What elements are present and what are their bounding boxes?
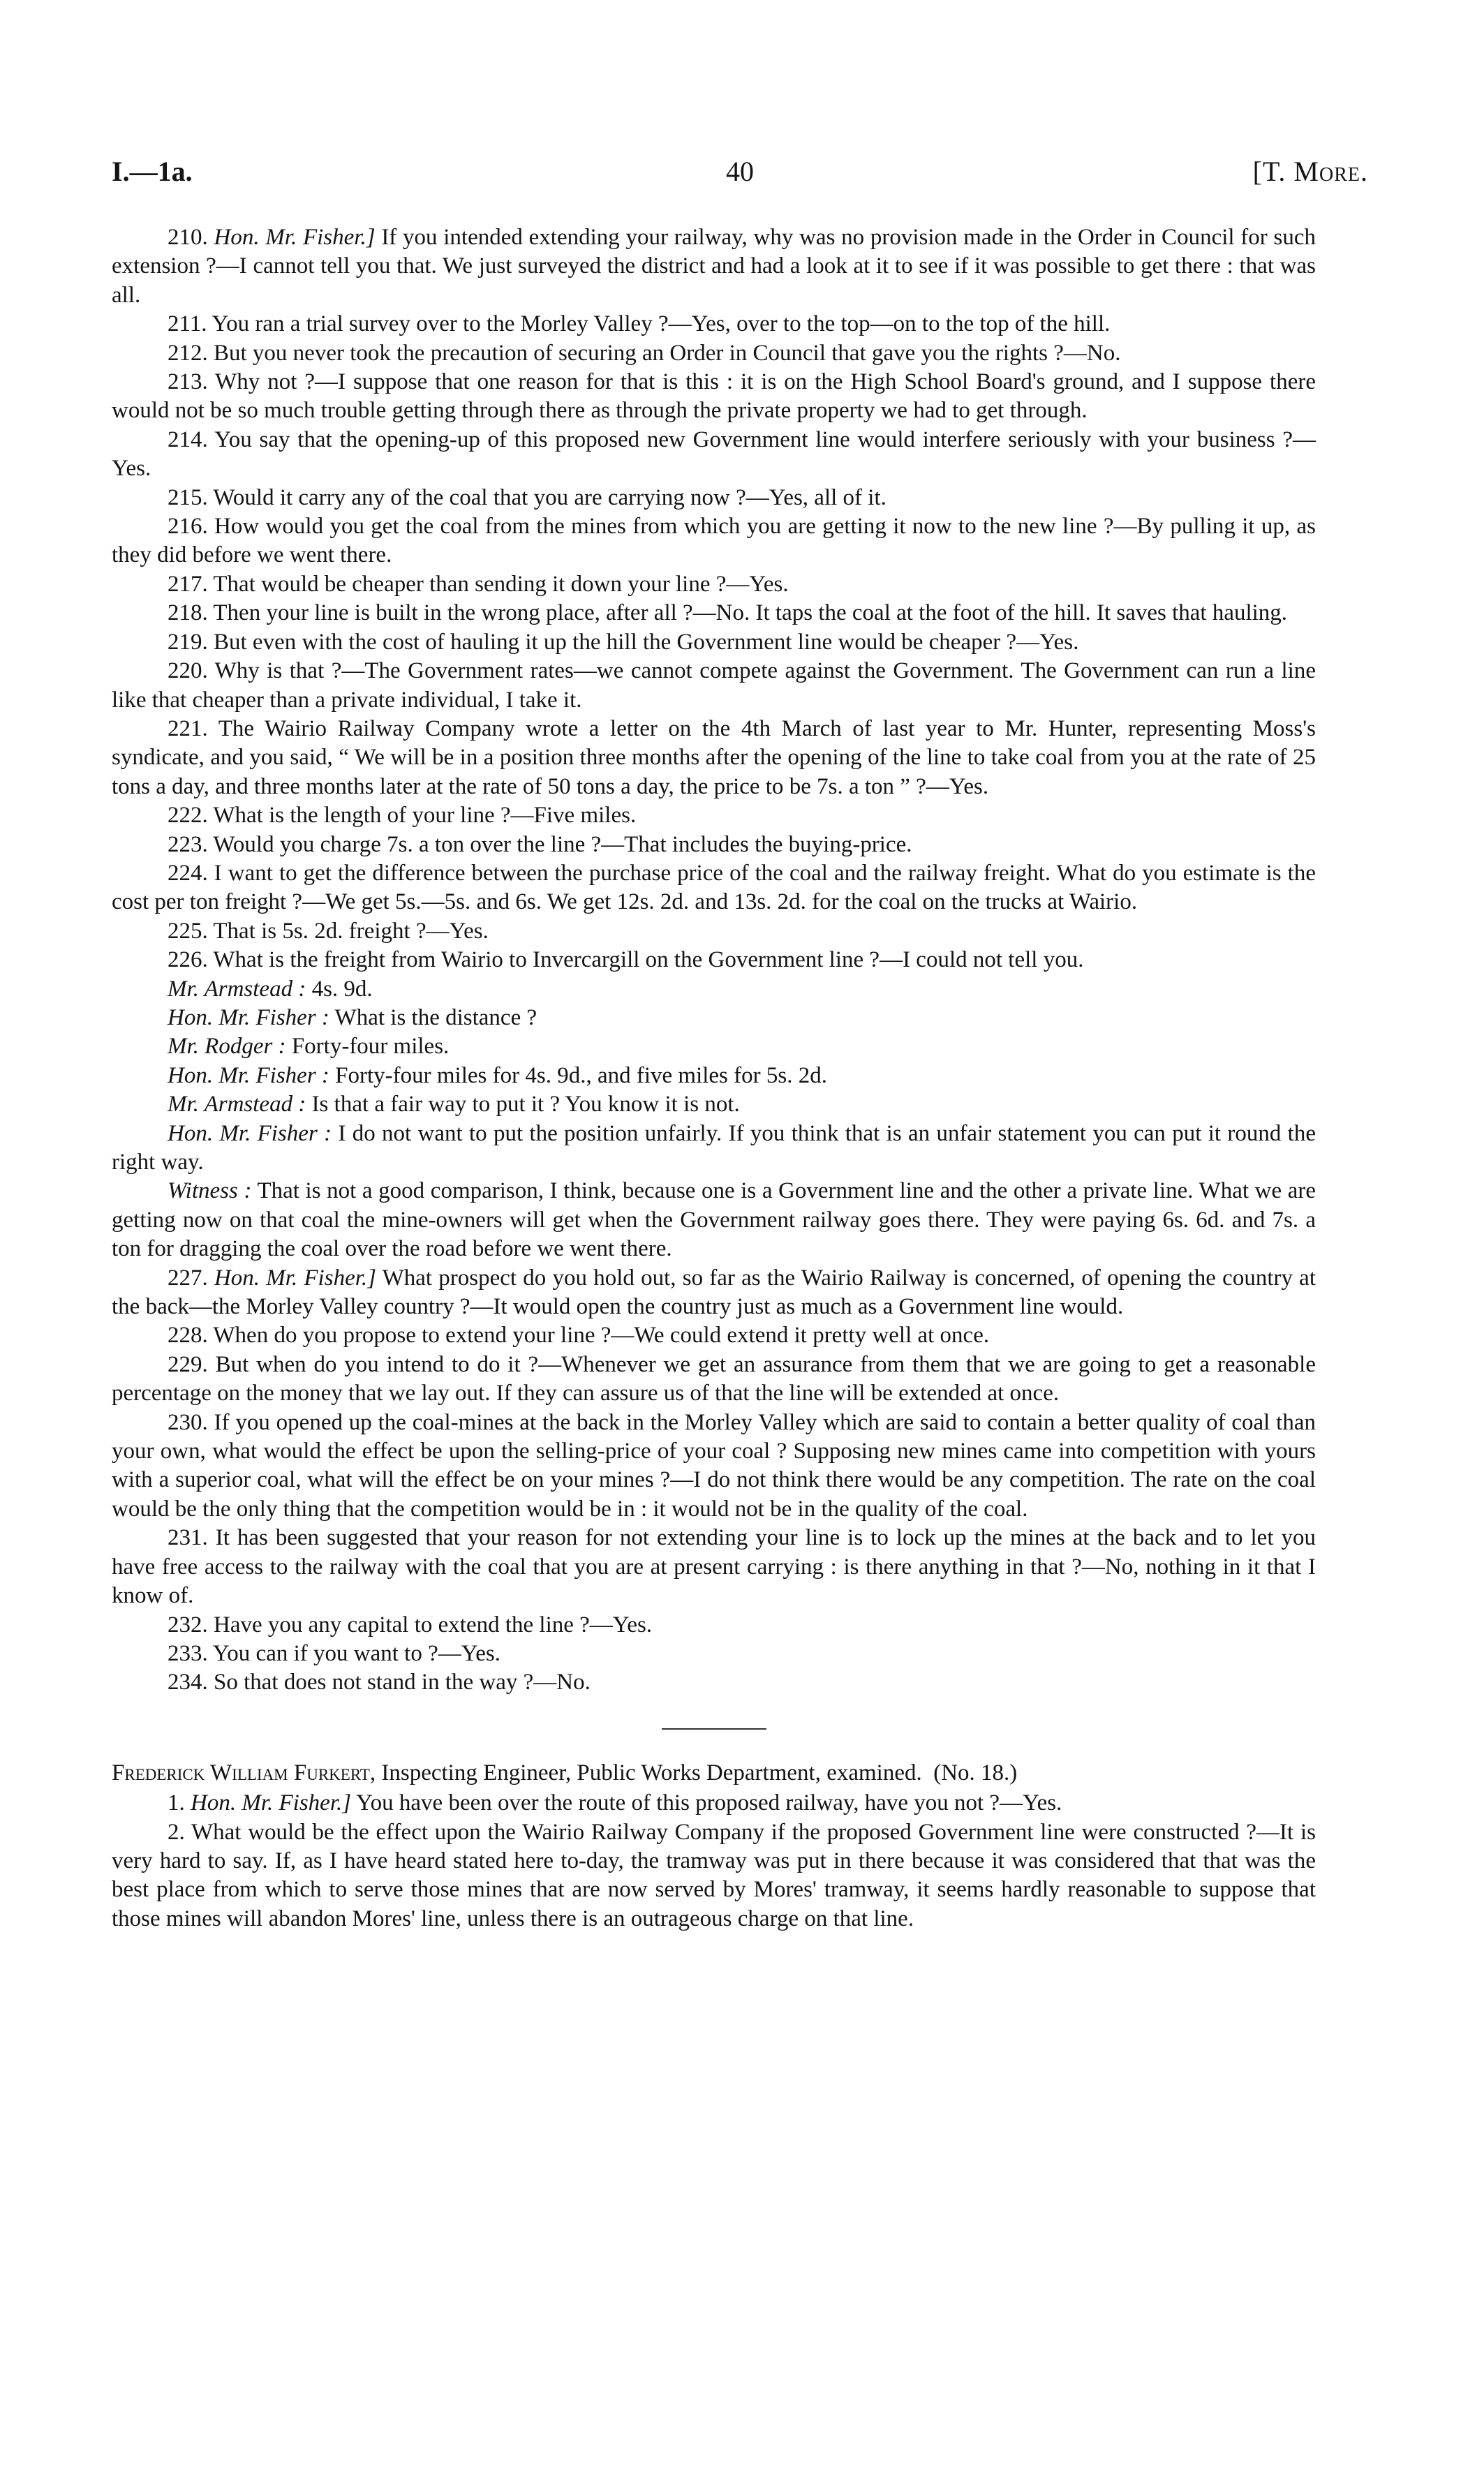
paragraph-text: 4s. 9d. — [306, 976, 373, 1002]
paragraph — [112, 975, 1316, 1004]
paragraph-text: 217. That would be cheaper than sending it down your line ?—Yes. — [168, 571, 789, 597]
exhibit-number: (No. 18.) — [933, 1760, 1018, 1785]
paragraph-text: 211. You ran a trial survey over to the Morley Valley ?—Yes, over to the top—on to the top of the hill. — [168, 311, 1111, 337]
examination-heading — [112, 1759, 1316, 1788]
testimony-section-2 — [112, 1789, 1316, 1933]
paragraph — [112, 484, 1316, 512]
speaker-name: Hon. Mr. Fisher : — [168, 1062, 329, 1088]
paragraph — [112, 1264, 1316, 1322]
paragraph-text: 219. But even with the cost of hauling it up the hill the Government line would be cheaper ?—Yes. — [168, 629, 1079, 655]
speaker-name: Hon. Mr. Fisher : — [168, 1004, 329, 1030]
paragraph-text: 220. Why is that ?—The Government rates—we cannot compete against the Government. The Government can run a line like that cheaper than a private individual, I take it. — [112, 658, 1316, 713]
paragraph-text: 215. Would it carry any of the coal that you are carrying now ?—Yes, all of it. — [168, 484, 886, 510]
witness-name: Frederick William Furkert — [112, 1760, 370, 1785]
page-header — [112, 155, 1368, 197]
paragraph-text: Forty-four miles for 4s. 9d., and five miles for 5s. 2d. — [329, 1062, 827, 1088]
paragraph-text: 216. How would you get the coal from the mines from which you are getting it now to the new line ?—By pulling it up, as they did before we went there. — [112, 514, 1316, 568]
paragraph — [112, 1090, 1316, 1119]
paragraph — [112, 512, 1316, 570]
paragraph — [112, 1789, 1316, 1818]
paragraph — [112, 1409, 1316, 1524]
speaker-name: Mr. Rodger : — [168, 1034, 286, 1060]
paragraph — [112, 831, 1316, 859]
paragraph-text: I do not want to put the position unfairly. If you think that is an unfair statement you can put it round the right way. — [112, 1120, 1316, 1175]
paragraph-text: What prospect do you hold out, so far as the Wairio Railway is concerned, of opening the country at the back—the Morley Valley country ?—It would open the country just as much as a Government line would. — [112, 1265, 1316, 1320]
paragraph-text: 218. Then your line is built in the wrong place, after all ?—No. It taps the coal at the foot of the hill. It saves that hauling. — [168, 600, 1288, 626]
paragraph — [112, 657, 1316, 715]
paragraph — [112, 1062, 1316, 1090]
paragraph-text: 233. You can if you want to ?—Yes. — [168, 1640, 500, 1666]
question-number: 210. — [168, 225, 214, 250]
paragraph — [112, 1611, 1316, 1640]
speaker-name: Witness : — [168, 1178, 252, 1204]
paragraph-text: What is the distance ? — [329, 1004, 537, 1030]
paragraph — [112, 339, 1316, 368]
paper-reference: I.—1a. — [112, 156, 193, 187]
paragraph-text: 214. You say that the opening-up of this proposed new Government line would interfere seriously with your business ?—Yes. — [112, 426, 1316, 482]
paragraph — [112, 1668, 1316, 1697]
page-number: 40 — [726, 156, 754, 187]
paragraph-text: 232. Have you any capital to extend the line ?—Yes. — [168, 1612, 653, 1637]
speaker-name: Hon. Mr. Fisher : — [168, 1120, 332, 1146]
paragraph — [112, 426, 1316, 484]
speaker-name: Mr. Armstead : — [168, 976, 306, 1002]
paragraph — [112, 1004, 1316, 1032]
paragraph-text: 222. What is the length of your line ?—Five miles. — [168, 803, 637, 829]
paragraph — [112, 1351, 1316, 1409]
paragraph — [112, 946, 1316, 974]
paragraph — [112, 628, 1316, 657]
paragraph — [112, 859, 1316, 917]
paragraph-text: That is not a good comparison, I think, because one is a Government line and the other a private line. What we are getting now on that coal the mine-owners will get when the Government railway goes there. They were paying 6s. 6d. and 7s. a ton for dragging the coal over the road before we went there. — [112, 1178, 1316, 1262]
paragraph-text: Forty-four miles. — [285, 1034, 450, 1060]
paragraph-text: You have been over the route of this proposed railway, have you not ?—Yes. — [351, 1790, 1062, 1816]
paragraph — [112, 1120, 1316, 1178]
paragraph — [112, 1818, 1316, 1934]
paragraph-text: 221. The Wairio Railway Company wrote a letter on the 4th March of last year to Mr. Hunter, representing Moss's syndicate, and you said, “ We will be in a position three months after the opening of the line to take coal from you at the rate of 25 tons a day, and three months later at the rate of 50 tons a day, the price to be 7s. a ton ” ?—Yes. — [112, 715, 1316, 799]
paragraph-text: 213. Why not ?—I suppose that one reason for that is this : it is on the High School Board's ground, and I suppose there would not be so much trouble getting through there as through the private property we had to get through. — [112, 369, 1316, 424]
paragraph — [112, 1177, 1316, 1263]
paragraph — [112, 1321, 1316, 1350]
question-number: 227. — [168, 1265, 214, 1291]
paragraph — [112, 917, 1316, 946]
speaker-name: Hon. Mr. Fisher.] — [214, 225, 376, 250]
paragraph — [112, 715, 1316, 801]
paragraph-text: 2. What would be the effect upon the Wairio Railway Company if the proposed Government line were constructed ?—It is very hard to say. If, as I have heard stated here to-day, the tramway was put in there because it was considered that that was the best place from which to serve those mines that are now served by Mores' tramway, it seems hardly reasonable to suppose that those mines will abandon Mores' line, unless there is an outrageous charge on that line. — [112, 1819, 1316, 1931]
paragraph — [112, 801, 1316, 830]
paragraph-text: Is that a fair way to put it ? You know it is not. — [306, 1092, 740, 1117]
paragraph-text: 234. So that does not stand in the way ?—No. — [168, 1670, 591, 1695]
speaker-name: Mr. Armstead : — [168, 1092, 306, 1117]
paragraph-text: 225. That is 5s. 2d. freight ?—Yes. — [168, 918, 489, 944]
paragraph — [112, 599, 1316, 627]
paragraph-text: 223. Would you charge 7s. a ton over the line ?—That includes the buying-price. — [168, 831, 912, 857]
paragraph — [112, 570, 1316, 599]
paragraph — [112, 1032, 1316, 1061]
testimony-section — [112, 223, 1316, 1698]
paragraph-text: 230. If you opened up the coal-mines at the back in the Morley Valley which are said to contain a better quality of coal than your own, what would the effect be upon the selling-price of your coal ? Supposing new mines came into competition with yours with a superior coal, what will the effect be on your mines ?—I do not think there would be any competition. The rate on the coal would be the only thing that the competition would be in : it would not be in the quality of the coal. — [112, 1409, 1316, 1522]
paragraph-text: 228. When do you propose to extend your line ?—We could extend it pretty well at once. — [168, 1323, 990, 1349]
paragraph-text: If you intended extending your railway, why was no provision made in the Order in Council for such extension ?—I cannot tell you that. We just surveyed the district and had a look at it to see if it was possible to get there : that was all. — [112, 225, 1316, 308]
witness-title: , Inspecting Engineer, Public Works Department, examined. — [369, 1760, 922, 1785]
section-divider — [662, 1728, 766, 1730]
question-number: 1. — [168, 1790, 191, 1816]
paragraph-text: 231. It has been suggested that your reason for not extending your line is to lock up the mines at the back and to let you have free access to the railway with the coal that you are at present carrying : is there anything in that ?—No, nothing in it that I know of. — [112, 1525, 1316, 1609]
speaker-name: Hon. Mr. Fisher.] — [191, 1790, 352, 1816]
paragraph-text: 224. I want to get the difference between the purchase price of the coal and the railway freight. What do you estimate is the cost per ton freight ?—We get 5s.—5s. and 6s. We get 12s. 2d. and 13s. 2d. for the coal on the trucks at Wairio. — [112, 860, 1316, 915]
paragraph-text: 229. But when do you intend to do it ?—Whenever we get an assurance from them that we are going to get a reasonable percentage on the money that we lay out. If they can assure us of that the line will be extended at once. — [112, 1351, 1316, 1406]
paragraph — [112, 310, 1316, 339]
paragraph — [112, 1640, 1316, 1668]
page-body — [112, 223, 1316, 1933]
running-head: [T. More. — [1252, 156, 1368, 187]
paragraph — [112, 223, 1316, 310]
paragraph-text: 226. What is the freight from Wairio to Invercargill on the Government line ?—I could not tell you. — [168, 947, 1084, 973]
paragraph — [112, 368, 1316, 426]
speaker-name: Hon. Mr. Fisher.] — [214, 1265, 376, 1291]
paragraph-text: 212. But you never took the precaution of securing an Order in Council that gave you the rights ?—No. — [168, 340, 1121, 366]
paragraph — [112, 1524, 1316, 1610]
